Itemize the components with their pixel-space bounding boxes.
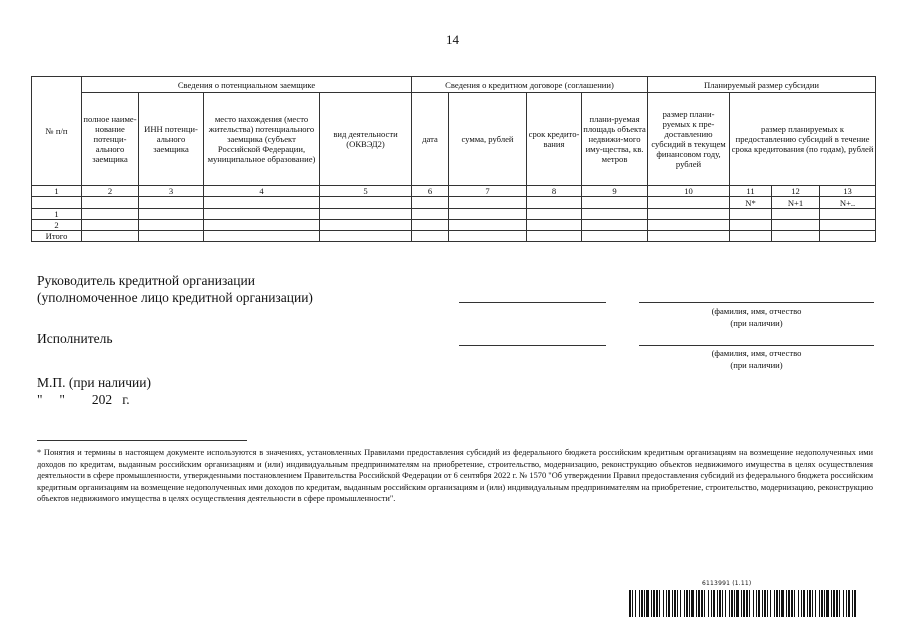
column-number: 7 bbox=[449, 186, 527, 197]
column-number: 11 bbox=[730, 186, 772, 197]
group-header-subsidy: Планируемый размер субсидии bbox=[648, 77, 876, 93]
barcode-icon bbox=[629, 590, 859, 617]
footnote-divider bbox=[37, 440, 247, 441]
row-label-total: Итого bbox=[32, 231, 82, 242]
year-label-further: N+.. bbox=[820, 197, 876, 209]
col-header-name: полное наиме-нование потенци-ального заемщика bbox=[82, 93, 139, 186]
col-header-term: срок кредито-вания bbox=[527, 93, 582, 186]
name-hint-2: (при наличии) bbox=[730, 360, 783, 370]
name-line bbox=[639, 302, 874, 303]
column-number: 2 bbox=[82, 186, 139, 197]
column-number: 1 bbox=[32, 186, 82, 197]
barcode-code: 6113991 (1.11) bbox=[702, 580, 752, 587]
row-label: 1 bbox=[32, 209, 82, 220]
group-header-credit: Сведения о кредитном договоре (соглашении) bbox=[412, 77, 648, 93]
column-header-row bbox=[32, 93, 876, 186]
col-header-location: место нахождения (место жительства) потенциального заемщика (субъект Российской Федерации, муниципальное образование) bbox=[204, 93, 320, 186]
row-label: 2 bbox=[32, 220, 82, 231]
column-number: 3 bbox=[139, 186, 204, 197]
column-number: 5 bbox=[320, 186, 412, 197]
year-label-current: N* bbox=[730, 197, 772, 209]
col-header-amount: сумма, рублей bbox=[449, 93, 527, 186]
name-hint: (фамилия, имя, отчество bbox=[711, 348, 802, 358]
column-number: 10 bbox=[648, 186, 730, 197]
column-number: 12 bbox=[772, 186, 820, 197]
name-hint: (фамилия, имя, отчество bbox=[711, 306, 802, 316]
table-row bbox=[32, 220, 876, 231]
signature-line bbox=[459, 345, 606, 346]
col-header-area: плани-руемая площадь объекта недвижи-мого иму-щества, кв. метров bbox=[582, 93, 648, 186]
group-header-row bbox=[32, 77, 876, 93]
col-header-date: дата bbox=[412, 93, 449, 186]
column-number: 8 bbox=[527, 186, 582, 197]
table-row-total bbox=[32, 231, 876, 242]
signature-line bbox=[459, 302, 606, 303]
footnote: * Понятия и термины в настоящем документе используются в значениях, установленных Правилами предоставления субсидий из федерального бюджета российским кредитным организациям на возмещение недополученных ими доходов по кредитам, выданным российским организациям и (или) индивидуальным предпринимателям на приобретение, строительство, модернизацию, реконструкцию объектов недвижимого имущества в целях осуществления деятельности в сфере промышленности, утвержденными постановлением Правительства Российской Федерации от 6 сентября 2022 г. № 1570 "Об утверждении Правил предоставления субсидий из федерального бюджета российским кредитным организациям на возмещение недополученных ими доходов по кредитам, выданным российским организациям и (или) индивидуальным предпринимателям на приобретение, строительство, модернизацию, реконструкцию объектов недвижимого имущества в целях осуществления деятельности в сфере промышленности". bbox=[37, 448, 873, 504]
column-number: 6 bbox=[412, 186, 449, 197]
executor-label: Исполнитель bbox=[37, 331, 113, 346]
year-label-row bbox=[32, 197, 876, 209]
group-header-borrower: Сведения о потенциальном заемщике bbox=[82, 77, 412, 93]
stamp-label: М.П. (при наличии) bbox=[37, 375, 151, 390]
date-line: " " 202 г. bbox=[37, 392, 130, 407]
page-number: 14 bbox=[446, 32, 459, 47]
col-header-by-years: размер планируемых к предоставлению субсидий в течение срока кредитования (по годам), рублей bbox=[730, 93, 876, 186]
column-number-row bbox=[32, 186, 876, 197]
head-title: Руководитель кредитной организации bbox=[37, 273, 255, 288]
year-label-next: N+1 bbox=[772, 197, 820, 209]
col-header-num: № п/п bbox=[32, 77, 82, 186]
column-number: 13 bbox=[820, 186, 876, 197]
col-header-activity: вид деятельности (ОКВЭД2) bbox=[320, 93, 412, 186]
head-subtitle: (уполномоченное лицо кредитной организации) bbox=[37, 290, 313, 305]
col-header-inn: ИНН потенци-ального заемщика bbox=[139, 93, 204, 186]
col-header-current-year: размер плани-руемых к пре-доставлению субсидий в текущем финансовом году, рублей bbox=[648, 93, 730, 186]
subsidy-table bbox=[31, 76, 876, 242]
column-number: 9 bbox=[582, 186, 648, 197]
name-hint-2: (при наличии) bbox=[730, 318, 783, 328]
table-row bbox=[32, 209, 876, 220]
name-line bbox=[639, 345, 874, 346]
column-number: 4 bbox=[204, 186, 320, 197]
